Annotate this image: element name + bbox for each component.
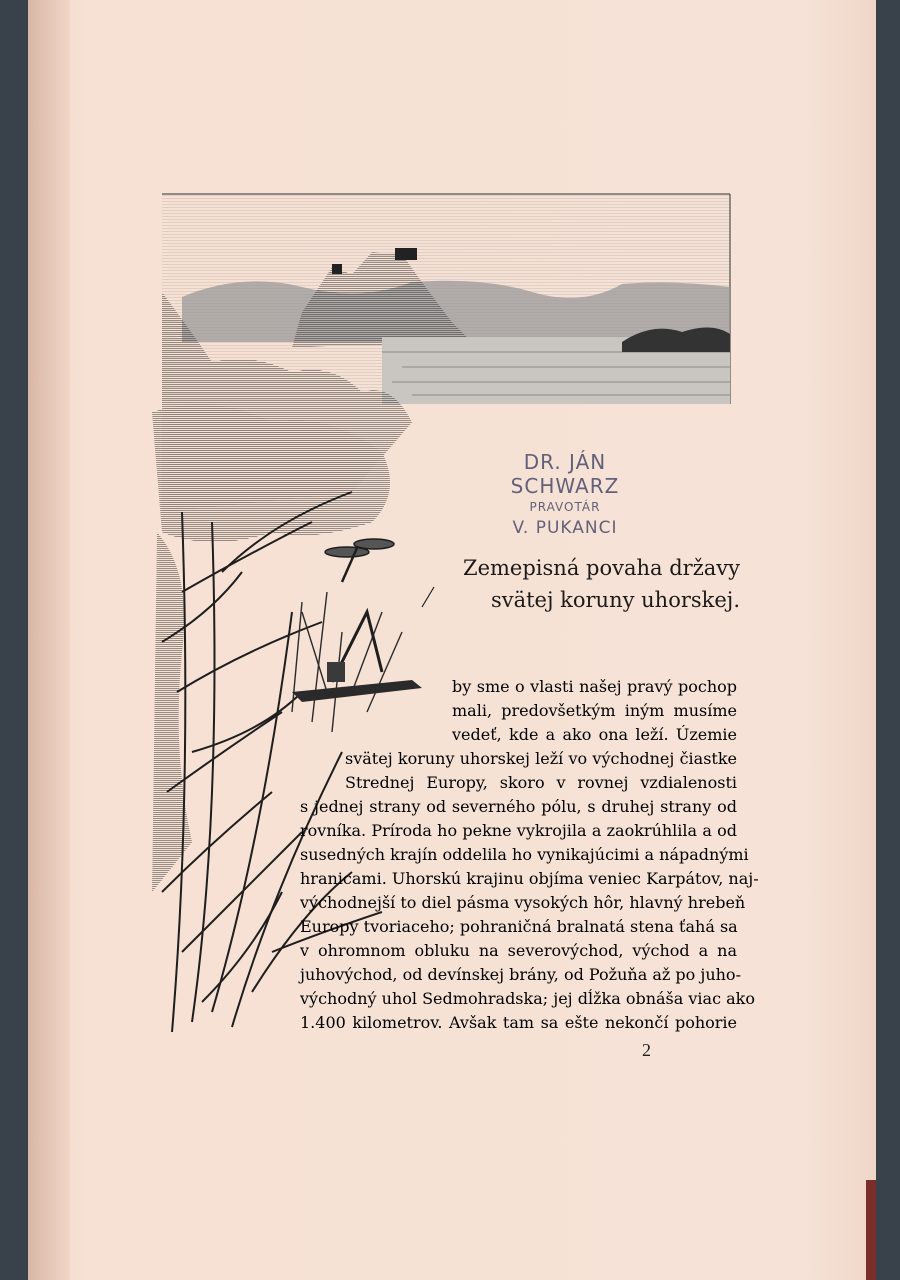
chapter-title (420, 552, 740, 616)
page-spine-shadow (28, 0, 70, 1280)
body-line: rovníka. Príroda ho pekne vykrojila a zaokrúhlila a od (300, 821, 737, 840)
body-line: v ohromnom obluku na severovýchod, východ a na (300, 941, 737, 960)
owner-stamp (490, 450, 640, 538)
stamp-line-place: V. PUKANCI (512, 518, 618, 538)
stamp-line-profession: PRAVOTÁR (529, 500, 601, 514)
body-line: Europy tvoriaceho; pohraničná bralnatá stena ťahá sa (300, 917, 738, 936)
body-line: svätej koruny uhorskej leží vo východnej čiastke (345, 749, 737, 768)
grass-stems (292, 592, 402, 732)
body-line: Strednej Europy, skoro v rovnej vzdialenosti (345, 773, 737, 792)
book-cover-edge (866, 1180, 876, 1280)
body-line: východný uhol Sedmohradska; jej dĺžka obnáša viac ako (300, 989, 755, 1008)
body-line: susedných krajín oddelila ho vynikajúcimi a nápadnými (300, 845, 749, 864)
page-number: 2 (642, 1040, 651, 1060)
body-line: juhovýchod, od devínskej brány, od Požuňa až po juho- (300, 965, 741, 984)
body-line: vedeť, kde a ako ona leží. Územie (452, 725, 737, 744)
body-line: by sme o vlasti našej pravý pochop (452, 677, 737, 696)
bush-mass (152, 404, 390, 892)
chapter-title-line-2: svätej koruny uhorskej. (490, 588, 740, 612)
body-line: 1.400 kilometrov. Avšak tam sa ešte nekončí pohorie (300, 1013, 737, 1032)
body-line: východnejší to diel pásma vysokých hôr, hlavný hrebeň (300, 893, 746, 912)
chapter-title-line-1: Zemepisná povaha državy (463, 556, 740, 580)
body-line: mali, predovšetkým iným musíme (452, 701, 737, 720)
dragonfly (325, 539, 394, 582)
body-line: hranicami. Uhorskú krajinu objíma veniec Karpátov, naj- (300, 869, 759, 888)
body-line: s jednej strany od severného pólu, s druhej strany od (300, 797, 737, 816)
stamp-line-name: DR. JÁN SCHWARZ (510, 450, 620, 498)
